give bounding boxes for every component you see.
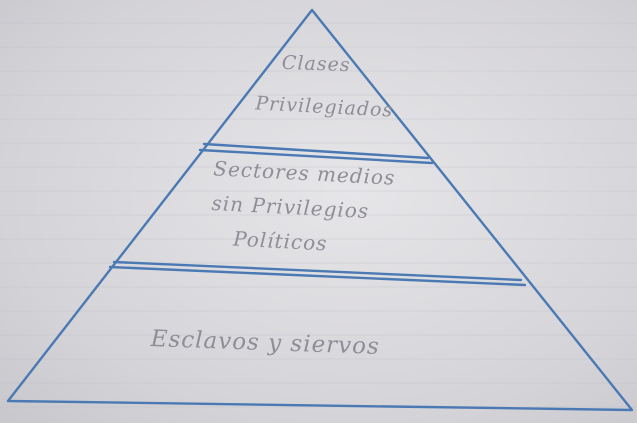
middle-tier-divider-inner (110, 267, 525, 285)
bottom-tier-label: Esclavos y siervos (150, 326, 381, 360)
top-tier-label-line-1: Clases (281, 51, 351, 77)
middle-tier-label-line-1: Sectores medios (212, 156, 396, 190)
top-tier-label-line-2: Privilegiados (254, 92, 394, 122)
middle-tier-label-line-2: sin Privilegios (210, 190, 370, 224)
middle-tier-label-line-3: Políticos (232, 226, 329, 256)
